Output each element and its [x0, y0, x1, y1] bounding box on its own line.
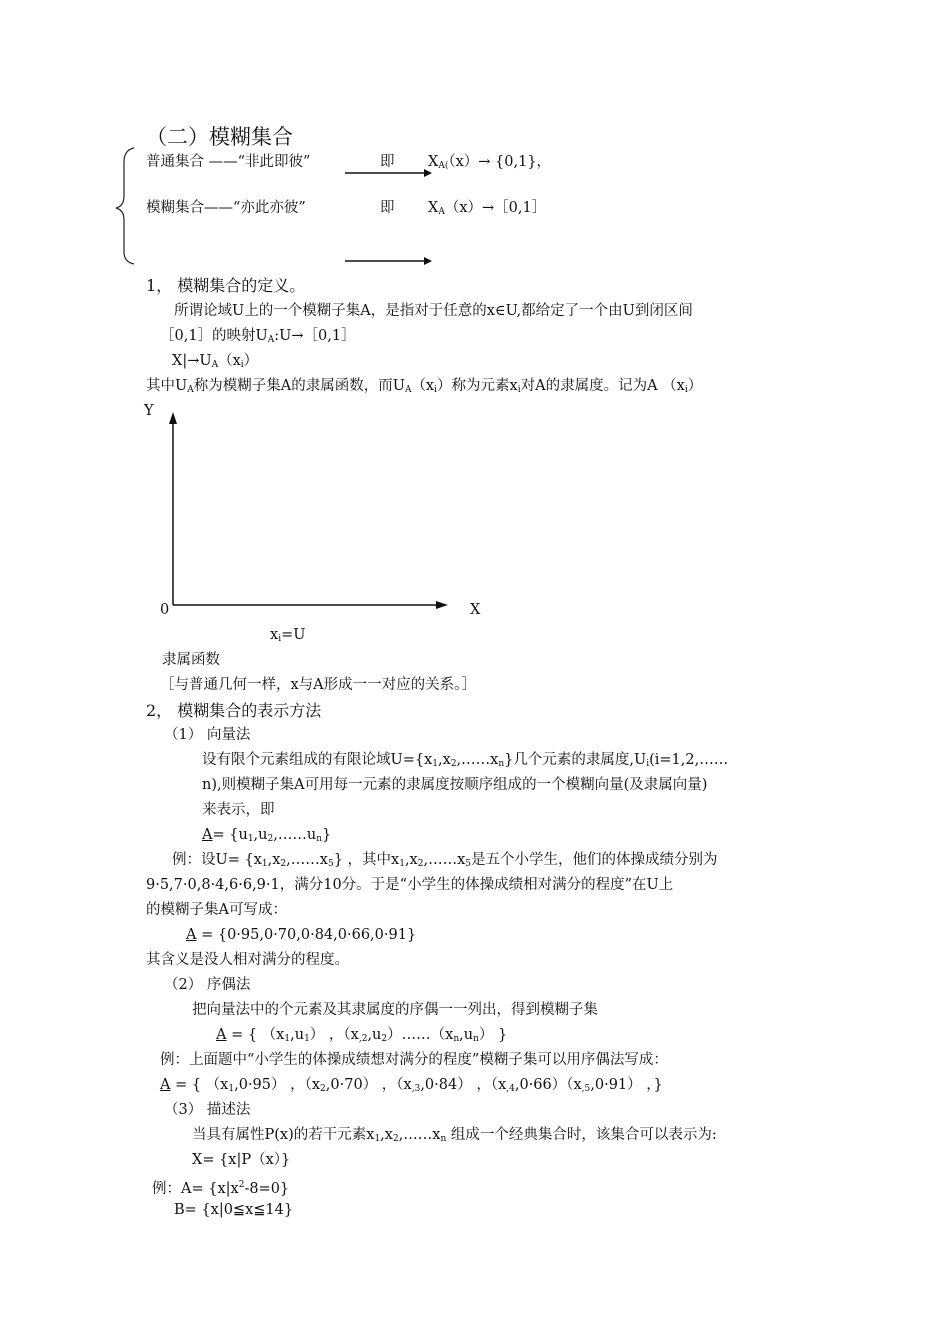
example1-line1: 例：设$U= \{x_1,x_2,\dots\dots x_5\}$ ，其中$x_1,x_2,\dots\dots x_5$是五个小学生，他们的体操成绩分别为	[172, 852, 718, 869]
section1-para1: 所谓论域U上的一个模糊子集A，是指对于任意的x∈U,都给定了一个由U到闭区间	[174, 303, 693, 319]
method3-para1: 当具有属性P(x)的若干元素$x_1,x_2,\dots\dots x_n$ 组成一个经典集合时，该集合可以表示为:	[192, 1127, 717, 1144]
left-brace	[116, 148, 134, 264]
method2-title: （2） 序偶法	[164, 977, 251, 993]
method2-formula: A = { $(x_1,u_1)$ ，$(x_{,2},u_2)\dots\dots(x_n,u_n)$ }	[216, 1027, 508, 1044]
example1-formula: A = {0·95,0·70,0·84,0·66,0·91}	[186, 927, 417, 943]
method3-title: （3） 描述法	[164, 1102, 251, 1118]
example1-meaning: 其含义是没人相对满分的程度。	[146, 952, 349, 968]
graph-origin-label: 0	[160, 602, 170, 618]
method1-para3: 来表示，即	[202, 802, 275, 818]
ordinary-ji: 即	[380, 154, 395, 170]
section1-heading: 1， 模糊集合的定义。	[146, 276, 306, 295]
graph-y-axis-head	[169, 412, 177, 424]
example3-b: B= {x|0≦x≦14}	[174, 1202, 294, 1218]
section1-map: $X|\to U_A(x_i)$	[172, 353, 259, 370]
fuzzy-mapping: $X_A(x)\to[0,1]$	[428, 200, 547, 217]
ordinary-set-label: 普通集合 ——“非此即彼”	[146, 154, 311, 170]
section1-definition: 其中$U_A$称为模糊子集A的隶属函数，而$U_A(x_i)$称为元素$x_i$对A的隶属度。记为A $(x_i)$	[146, 378, 703, 395]
method2-para1: 把向量法中的个元素及其隶属度的序偶一一列出，得到模糊子集	[192, 1002, 598, 1018]
method1-title: （1） 向量法	[164, 727, 251, 743]
membership-caption: 隶属函数	[162, 652, 220, 668]
method1-formula: $A= \{u_1,u_2,\dots\dots u_n\}$	[202, 827, 332, 844]
example3-a: 例：$A= \{x|x^2-8=0\}$	[152, 1180, 290, 1197]
ordinary-mapping: $X_{A(}(x)\to \{0,1\}$，	[428, 154, 552, 171]
arrow-2-head	[424, 257, 432, 265]
graph-x-label: X	[470, 602, 481, 618]
section2-heading: 2， 模糊集合的表示方法	[146, 701, 322, 720]
method3-formula: X= {x|P（x）}	[192, 1152, 291, 1168]
page-title: （二）模糊集合	[146, 125, 293, 149]
example2-formula: A = { $(x_1,0\cdot 95)$ ，$(x_2,0\cdot 70)$ ，$(x_{,3},0\cdot 84)$ ，$(x_{,4},0\cdot 66)(x_{,5},0\cdot 91)$ ，}	[160, 1077, 663, 1094]
graph-bottom-label: $x_i=U$	[270, 627, 306, 644]
fuzzy-set-label: 模糊集合——“亦此亦彼”	[146, 200, 306, 216]
graph-y-label: Y	[144, 403, 154, 419]
graph-x-axis-head	[436, 601, 448, 609]
method1-para1: 设有限个元素组成的有限论域$U=\{x_1,x_2,\dots\dots x_n\}$几个元素的隶属度$,U_i(i=1,2,\dots\dots$	[202, 752, 729, 769]
example2-line1: 例：上面题中“小学生的体操成绩想对满分的程度”模糊子集可以用序偶法写成：	[160, 1052, 668, 1068]
membership-note: ［与普通几何一样，x与A形成一一对应的关系。］	[160, 677, 476, 693]
section1-para2: ［0,1］的映射$U_A:U\to[0,1]$	[160, 328, 356, 345]
method1-para2: n),则模糊子集A可用每一元素的隶属度按顺序组成的一个模糊向量(及隶属向量)	[202, 777, 708, 793]
example1-line3: 的模糊子集A可写成：	[146, 902, 287, 918]
example1-line2: 9·5,7·0,8·4,6·6,9·1，满分10分。于是“小学生的体操成绩相对满分的程度”在U上	[146, 877, 674, 893]
fuzzy-ji: 即	[380, 200, 395, 216]
